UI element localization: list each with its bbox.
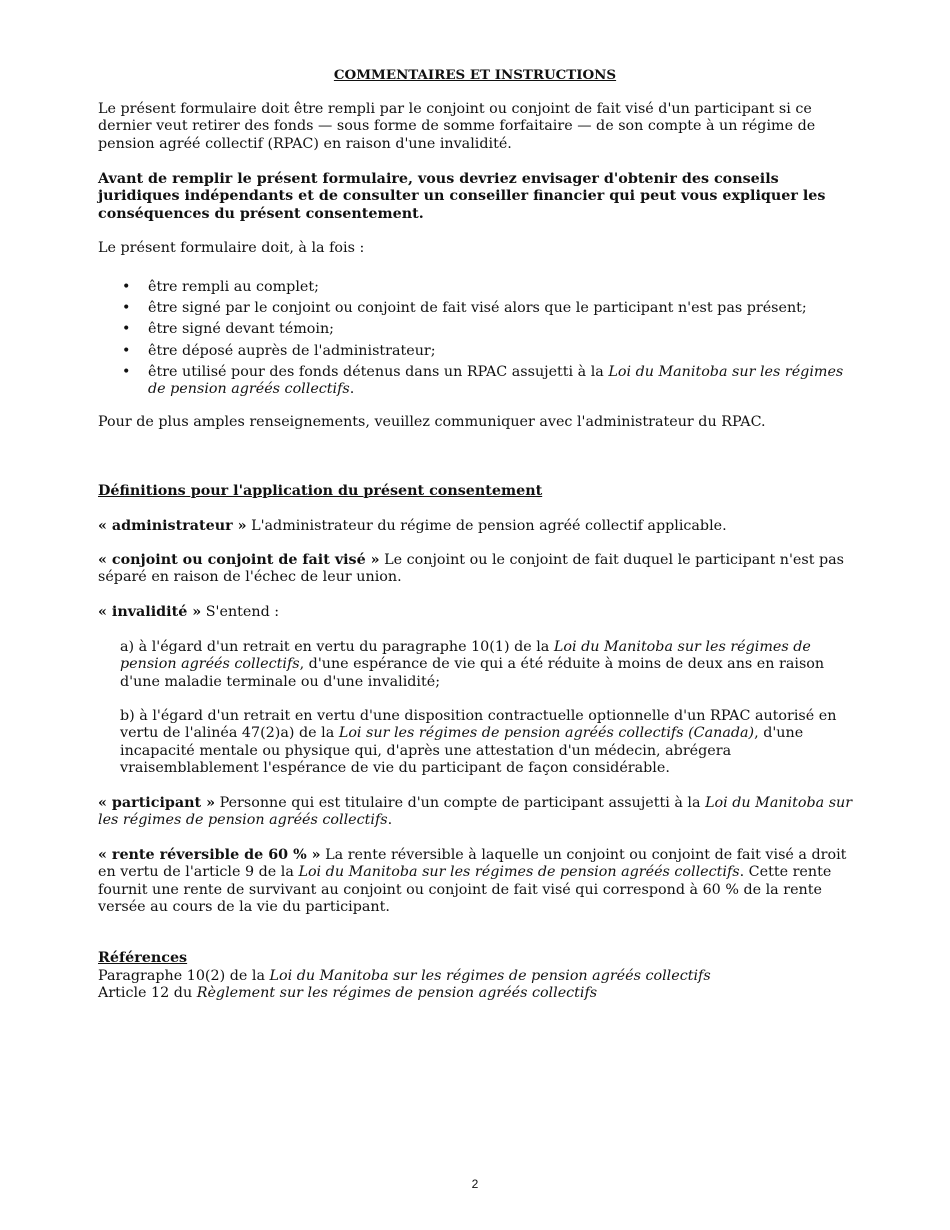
bullet-icon: • bbox=[122, 363, 131, 380]
bullet-icon: • bbox=[122, 342, 131, 359]
list-item: • être signé devant témoin; bbox=[122, 321, 334, 338]
intro-paragraph: Le présent formulaire doit être rempli par le conjoint ou conjoint de fait visé d'un participant si ce dernier veut retirer des fonds — sous forme de somme forfaitaire — de son compte à un régime de pension agréé collectif (RPAC) en raison d'une invalidité. bbox=[98, 101, 816, 152]
bullet-icon: • bbox=[122, 321, 131, 338]
list-item: • être signé par le conjoint ou conjoint de fait visé alors que le participant n'est pas présent; bbox=[122, 300, 807, 317]
reference-item: Paragraphe 10(2) de la Loi du Manitoba sur les régimes de pension agréés collectifs bbox=[98, 968, 711, 984]
definition-conjoint: « conjoint ou conjoint de fait visé » Le conjoint ou le conjoint de fait duquel le participant n'est pas séparé en raison de l'échec de leur union. bbox=[98, 552, 845, 586]
list-item: • être déposé auprès de l'administrateur; bbox=[122, 342, 436, 359]
bullet-icon: • bbox=[122, 279, 131, 295]
requirements-list bbox=[98, 279, 858, 402]
legal-advice-notice: Avant de remplir le présent formulaire, vous devriez envisager d'obtenir des conseils juridiques indépendants et de consulter un conseiller financier qui peut vous expliquer les conséquences du présent consentement. bbox=[98, 171, 826, 222]
invalidite-item-b: b) à l'égard d'un retrait en vertu d'une disposition contractuelle optionnelle d'un RPAC autorisé en vertu de l'alinéa 47(2)a) de la Loi sur les régimes de pension agréés collectifs (Canada), d'une incapacité mentale ou physique qui, d'après une attestation d'un médecin, abrégera vraisemblablement l'espérance de vie du participant de façon considérable. bbox=[120, 708, 837, 777]
definitions-heading: Définitions pour l'application du présent consentement bbox=[98, 483, 543, 499]
list-item: • être rempli au complet; bbox=[122, 279, 319, 295]
requirements-intro: Le présent formulaire doit, à la fois : bbox=[98, 240, 365, 256]
reference-item: Article 12 du Règlement sur les régimes de pension agréés collectifs bbox=[98, 985, 598, 1001]
definition-invalidite: « invalidité » S'entend : bbox=[98, 604, 280, 620]
definition-rente-reversible: « rente réversible de 60 % » La rente réversible à laquelle un conjoint ou conjoint de fait visé a droit en vertu de l'article 9 de la Loi du Manitoba sur les régimes de pension agréés collectifs. Cette rente fournit une rente de survivant au conjoint ou conjoint de fait visé qui correspond à 60 % de la rente versée au cours de la vie du participant. bbox=[98, 847, 847, 916]
page-number: 2 bbox=[471, 1177, 479, 1191]
list-item: • être utilisé pour des fonds détenus dans un RPAC assujetti à la Loi du Manitoba sur les régimes de pension agréés collectifs. bbox=[122, 363, 844, 398]
definition-administrateur: « administrateur » L'administrateur du régime de pension agréé collectif applicable. bbox=[98, 518, 727, 534]
more-info-paragraph: Pour de plus amples renseignements, veuillez communiquer avec l'administrateur du RPAC. bbox=[98, 414, 766, 430]
bullet-icon: • bbox=[122, 300, 131, 317]
definition-participant: « participant » Personne qui est titulaire d'un compte de participant assujetti à la Loi du Manitoba sur les régimes de pension agréés collectifs. bbox=[98, 795, 853, 829]
invalidite-item-a: a) à l'égard d'un retrait en vertu du paragraphe 10(1) de la Loi du Manitoba sur les régimes de pension agréés collectifs, d'une espérance de vie qui a été réduite à moins de deux ans en raison d'une maladie terminale ou d'une invalidité; bbox=[120, 639, 825, 690]
references-heading: Références bbox=[98, 950, 188, 966]
page-title: COMMENTAIRES ET INSTRUCTIONS bbox=[333, 67, 617, 83]
